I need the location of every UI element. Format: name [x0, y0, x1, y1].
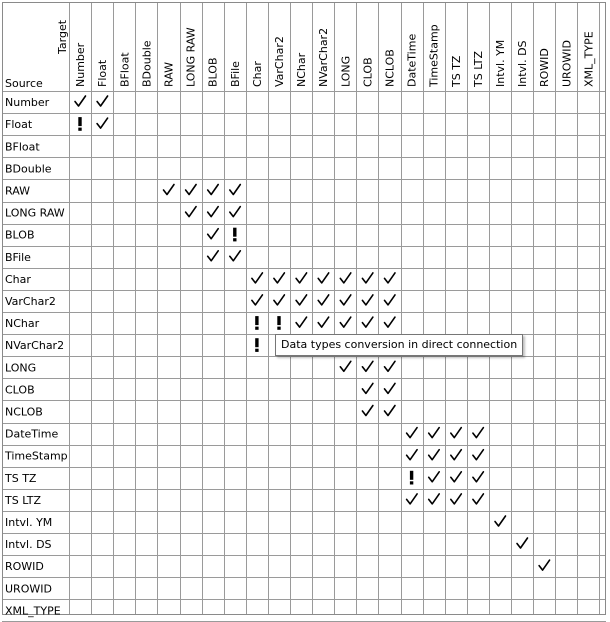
- matrix-frame: [3, 3, 606, 618]
- check-mark-icon: [252, 273, 263, 283]
- column-header: TS LTZ: [471, 50, 485, 87]
- check-mark-icon: [473, 472, 484, 482]
- row-header: NVarChar2: [5, 339, 65, 353]
- check-mark-icon: [362, 317, 373, 327]
- row-header: BDouble: [5, 162, 52, 176]
- check-mark-icon: [407, 428, 418, 438]
- check-mark-icon: [473, 494, 484, 504]
- row-header: BLOB: [5, 228, 35, 242]
- column-header: ROWID: [538, 48, 552, 87]
- check-mark-icon: [97, 118, 108, 128]
- check-mark-icon: [318, 295, 329, 305]
- check-mark-icon: [186, 185, 197, 195]
- exclamation-dot: [277, 327, 280, 330]
- check-mark-icon: [362, 295, 373, 305]
- exclamation-icon: [255, 316, 258, 325]
- row-header: Char: [5, 272, 31, 286]
- check-mark-icon: [495, 516, 506, 526]
- check-mark-icon: [340, 295, 351, 305]
- row-header: VarChar2: [5, 294, 56, 308]
- check-mark-icon: [208, 251, 219, 261]
- check-mark-icon: [362, 383, 373, 393]
- check-mark-icon: [451, 472, 462, 482]
- check-mark-icon: [340, 273, 351, 283]
- check-mark-icon: [164, 185, 175, 195]
- row-header: Float: [5, 118, 33, 132]
- check-mark-icon: [208, 185, 219, 195]
- exclamation-dot: [255, 349, 258, 352]
- column-header: TS TZ: [449, 55, 463, 87]
- check-mark-icon: [385, 273, 396, 283]
- check-mark-icon: [186, 207, 197, 217]
- exclamation-icon: [78, 117, 81, 126]
- check-mark-icon: [318, 273, 329, 283]
- exclamation-dot: [410, 481, 413, 484]
- row-header: DateTime: [5, 427, 59, 441]
- column-header: TimeStamp: [427, 24, 441, 87]
- exclamation-icon: [277, 316, 280, 325]
- check-mark-icon: [473, 428, 484, 438]
- exclamation-icon: [255, 338, 258, 347]
- column-header: Float: [96, 59, 110, 87]
- check-mark-icon: [473, 450, 484, 460]
- row-header: TS TZ: [5, 471, 37, 485]
- row-header: ROWID: [5, 560, 44, 574]
- exclamation-icon: [410, 471, 413, 480]
- check-mark-icon: [274, 295, 285, 305]
- column-header: BFloat: [118, 52, 132, 87]
- check-mark-icon: [274, 273, 285, 283]
- column-header: Intvl. DS: [516, 40, 529, 87]
- column-header: Number: [74, 42, 87, 87]
- check-mark-icon: [296, 295, 307, 305]
- column-header: NCLOB: [383, 49, 397, 87]
- column-header: BFile: [228, 61, 242, 87]
- row-header: BFile: [5, 250, 31, 264]
- source-axis-label: Source: [5, 77, 43, 90]
- check-mark-icon: [318, 317, 329, 327]
- check-mark-icon: [539, 560, 550, 570]
- column-header: Char: [250, 61, 264, 87]
- column-header: LONG: [339, 55, 353, 87]
- column-header: CLOB: [361, 57, 375, 87]
- check-mark-icon: [97, 96, 108, 106]
- check-mark-icon: [296, 317, 307, 327]
- check-mark-icon: [340, 361, 351, 371]
- check-mark-icon: [407, 494, 418, 504]
- row-header: LONG RAW: [5, 206, 65, 220]
- column-header: NChar: [295, 52, 309, 87]
- exclamation-icon: [233, 228, 236, 237]
- check-mark-icon: [230, 251, 241, 261]
- row-header: BFloat: [5, 140, 40, 154]
- row-header: LONG: [5, 361, 37, 375]
- row-header: RAW: [5, 184, 30, 198]
- check-mark-icon: [385, 317, 396, 327]
- check-mark-icon: [208, 207, 219, 217]
- row-header: XML_TYPE: [5, 604, 61, 618]
- exclamation-dot: [233, 238, 236, 241]
- column-header: VarChar2: [272, 36, 286, 87]
- column-header: UROWID: [560, 40, 574, 87]
- row-header: UROWID: [5, 582, 52, 596]
- check-mark-icon: [451, 428, 462, 438]
- check-mark-icon: [208, 229, 219, 239]
- check-mark-icon: [296, 273, 307, 283]
- check-mark-icon: [385, 295, 396, 305]
- check-mark-icon: [385, 361, 396, 371]
- check-mark-icon: [451, 494, 462, 504]
- row-header: Intvl. DS: [5, 538, 52, 551]
- check-mark-icon: [517, 538, 528, 548]
- column-header: RAW: [162, 62, 176, 87]
- tooltip: Data types conversion in direct connection: [275, 334, 523, 356]
- row-header: NChar: [5, 317, 40, 331]
- column-header: BDouble: [140, 40, 154, 87]
- column-header: Intvl. YM: [494, 39, 507, 87]
- row-header: CLOB: [5, 383, 35, 397]
- check-mark-icon: [75, 96, 86, 106]
- target-axis-label: Target: [56, 19, 69, 54]
- row-header: TimeStamp: [5, 449, 68, 463]
- check-mark-icon: [429, 450, 440, 460]
- row-header: TS LTZ: [5, 493, 42, 507]
- check-mark-icon: [429, 494, 440, 504]
- column-header: XML_TYPE: [582, 31, 596, 87]
- check-mark-icon: [362, 361, 373, 371]
- check-mark-icon: [429, 472, 440, 482]
- row-header: Number: [5, 96, 50, 109]
- check-mark-icon: [362, 406, 373, 416]
- check-mark-icon: [429, 428, 440, 438]
- column-header: LONG RAW: [184, 27, 198, 87]
- check-mark-icon: [230, 185, 241, 195]
- column-header: BLOB: [206, 57, 220, 87]
- column-header: NVarChar2: [317, 27, 331, 87]
- exclamation-dot: [255, 327, 258, 330]
- check-mark-icon: [385, 383, 396, 393]
- check-mark-icon: [252, 295, 263, 305]
- row-header: Intvl. YM: [5, 516, 53, 529]
- check-mark-icon: [230, 207, 241, 217]
- check-mark-icon: [407, 450, 418, 460]
- exclamation-dot: [78, 128, 81, 131]
- column-header: DateTime: [405, 33, 419, 87]
- check-mark-icon: [340, 317, 351, 327]
- row-header: NCLOB: [5, 405, 43, 419]
- check-mark-icon: [451, 450, 462, 460]
- check-mark-icon: [362, 273, 373, 283]
- check-mark-icon: [385, 406, 396, 416]
